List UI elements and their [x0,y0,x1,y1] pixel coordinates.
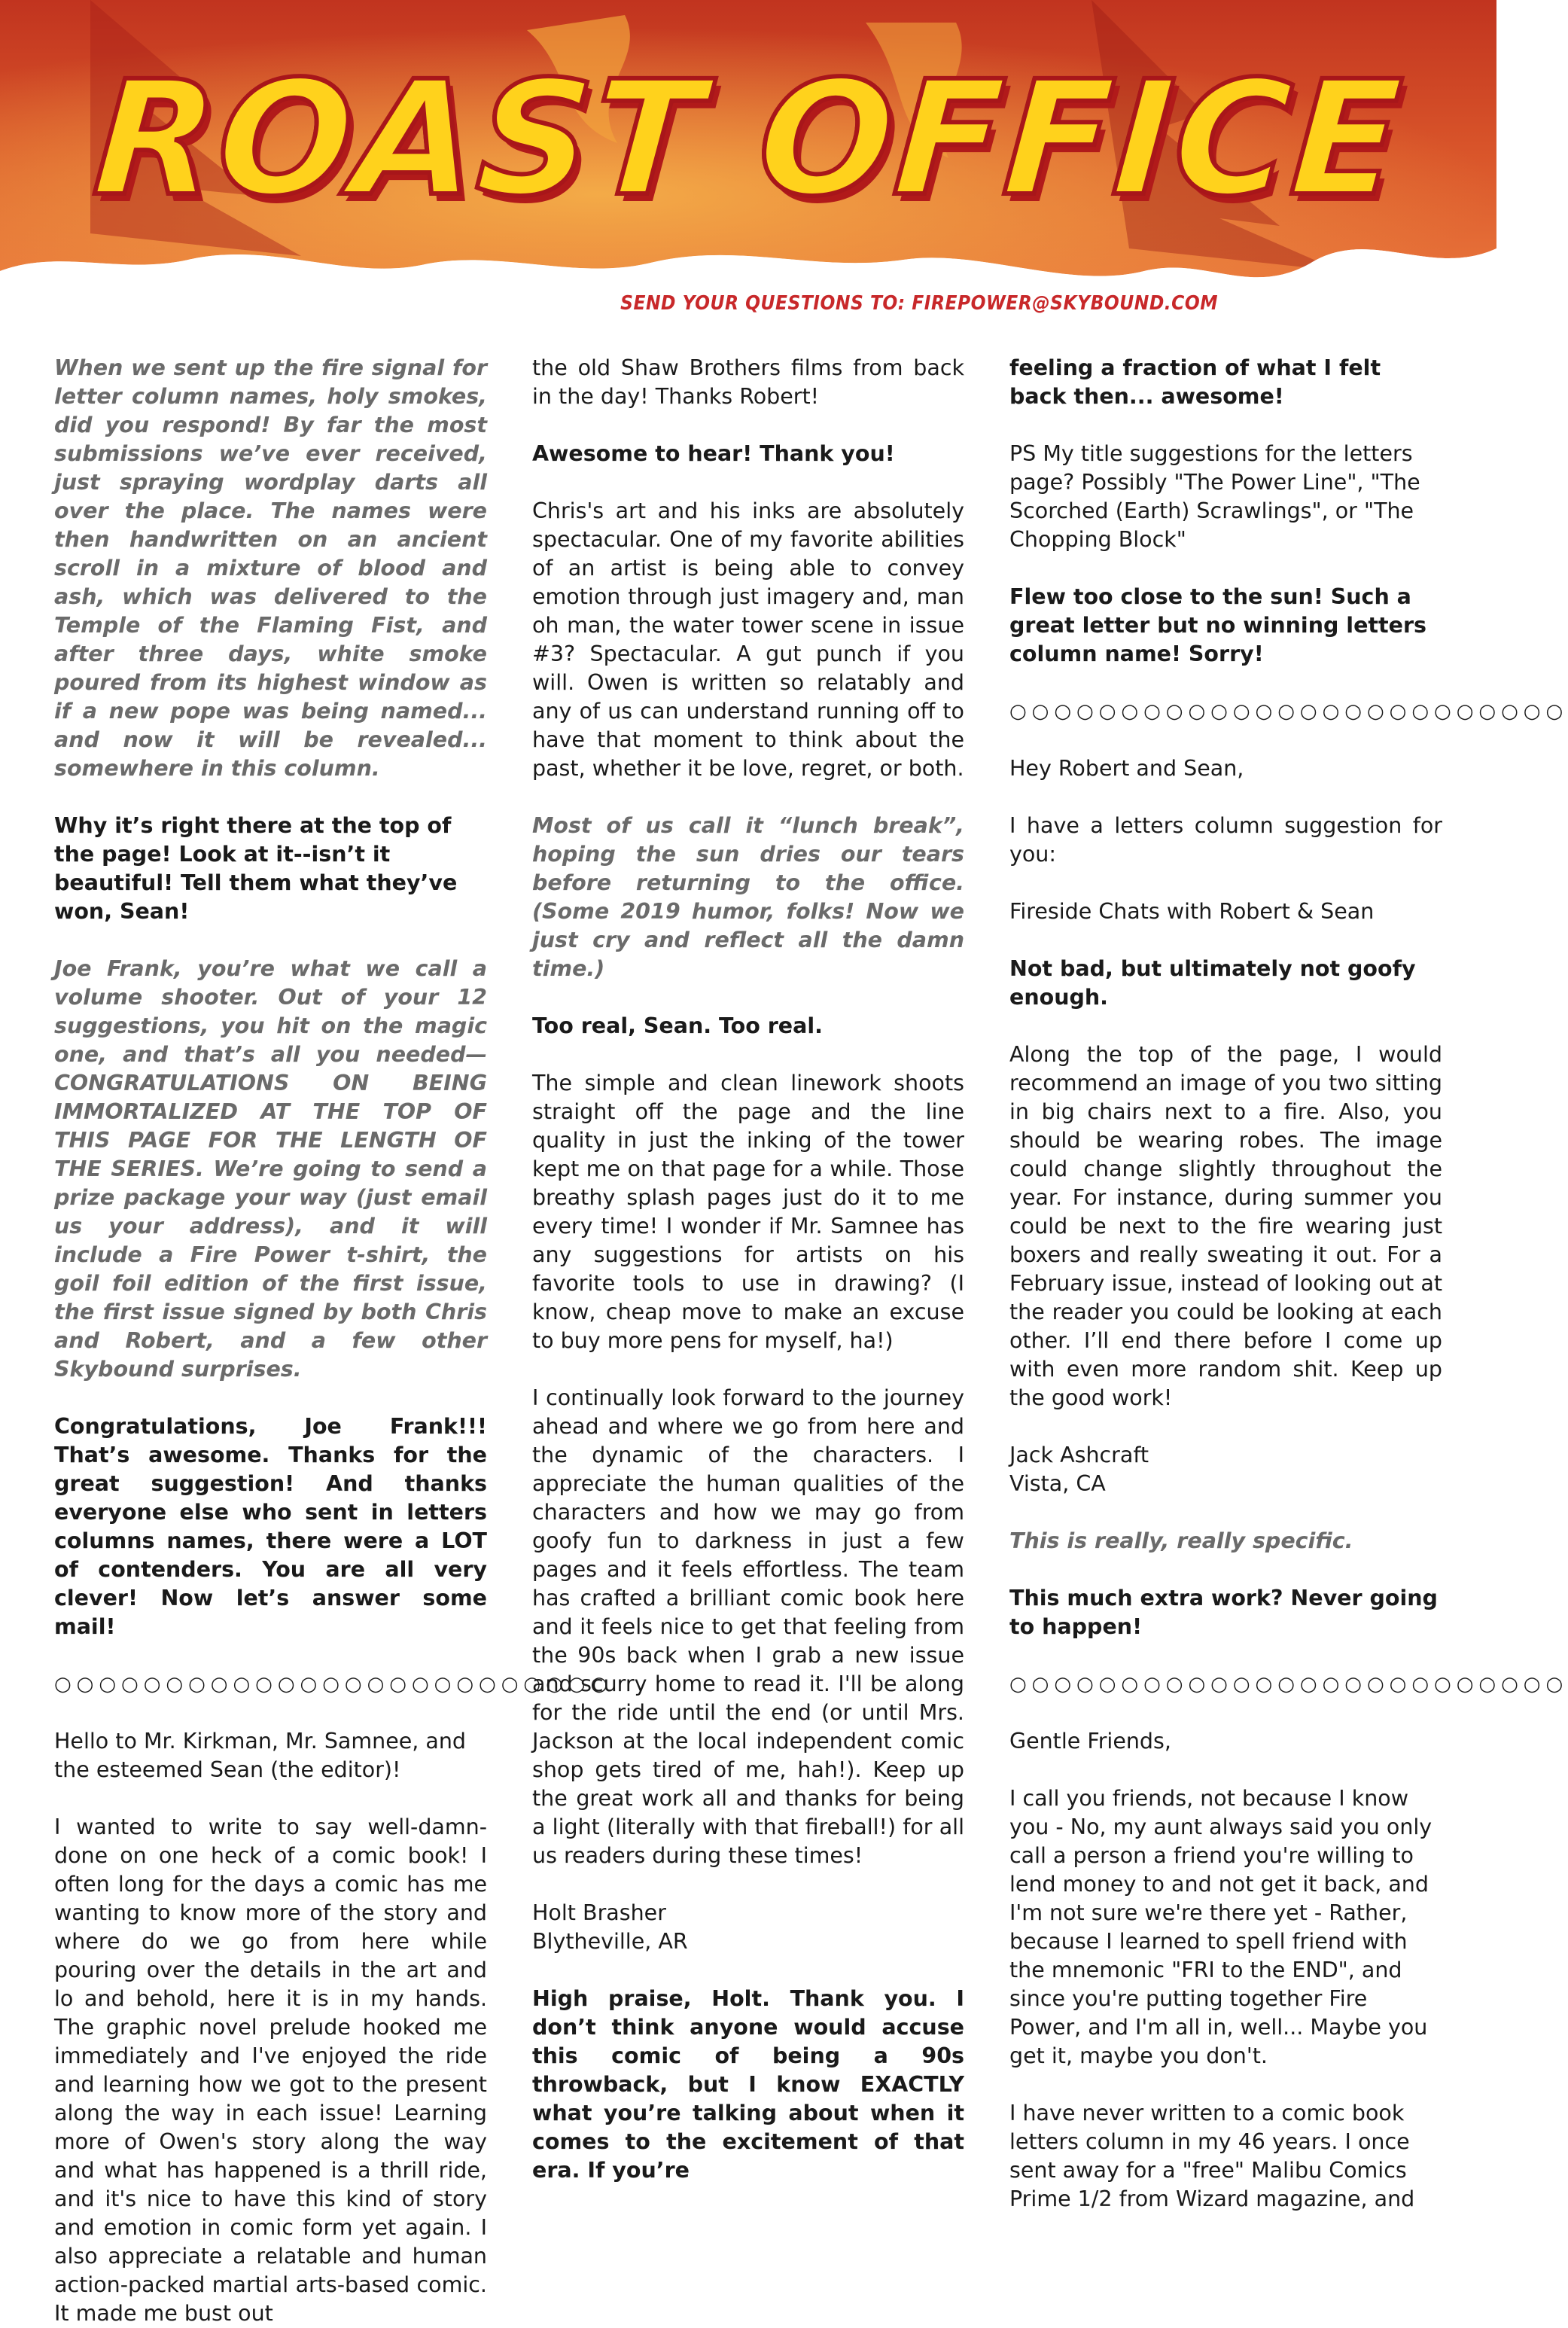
editor-response: Why it’s right there at the top of the page! Look at it--isn’t it beautiful! Tell them what they’ve won, Sean! [54,813,458,924]
letter-paragraph: I have never written to a comic book letters column in my 46 years. I once sent away for a "free" Malibu Comics Prime 1/2 from Wizard magazine, and [1009,2101,1415,2211]
letters-columns [54,354,1568,2326]
letter-paragraph: the old Shaw Brothers films from back in the day! Thanks Robert! [532,355,964,409]
editor-intro: When we sent up the fire signal for letter column names, holy smokes, did you respond! By far the most submissions we’ve ever received, just spraying wordplay darts all over the place. The names were then handwritten on an ancient scroll in a mixture of blood and ash, which was delivered to the Temple of the Flaming Fist, and after three days, white smoke poured from its highest window as if a new pope was being named... and now it will be revealed... somewhere in this column. [54,355,487,781]
letter-paragraph: Chris's art and his inks are absolutely spectacular. One of my favorite abilities of an artist is being able to convey emotion through just imagery and, man oh man, the water tower scene in issue #3? Spectacular. A gut punch if you will. Owen is written so relatably and any of us can understand running off to have that moment to think about the past, whether it be love, regret, or both. [532,498,964,781]
editor-response: This much extra work? Never going to happen! [1009,1586,1438,1639]
editor-response: feeling a fraction of what I felt back then... awesome! [1009,355,1381,409]
letter-paragraph: I have a letters column suggestion for you: [1009,813,1442,867]
letter-paragraph: I continually look forward to the journey ahead and where we go from here and the dynamic of the characters. I appreciate the human qualities of the characters and how we may go from goofy fun to darkness in just a few pages and it feels effortless. The team has crafted a brilliant comic book here and it feels nice to get that feeling from the 90s back when I grab a new issue and scurry home to read it. I'll be along for the ride until the end (or until Mrs. Jackson at the local independent comic shop gets tired of me, hah!). Keep up the great work all and thanks for being a light (literally with that fireball!) for all us readers during these times! [532,1385,964,1868]
editor-aside: Most of us call it “lunch break”, hoping the sun dries our tears before returning to the office. (Some 2019 humor, folks! Now we just cry and reflect all the damn time.) [532,813,964,981]
editor-response: Flew too close to the sun! Such a great letter but no winning letters column name! Sorry! [1009,584,1426,666]
contact-line: SEND YOUR QUESTIONS TO: FIREPOWER@SKYBOUND.COM [620,292,1218,315]
letter-greeting: Hello to Mr. Kirkman, Mr. Samnee, and the esteemed Sean (the editor)! [54,1729,467,1782]
letter-signature-location: Vista, CA [1009,1471,1106,1496]
editor-response: Congratulations, Joe Frank!!! That’s awesome. Thanks for the great suggestion! And thanks everyone else who sent in letters columns names, there were a LOT of contenders. You are all very clever! Now let’s answer some mail! [54,1414,487,1639]
column-title: ROAST OFFICE [88,47,1408,231]
section-separator: ○○○○○○○○○○○○○○○○○○○○○○○○○ [1009,700,1568,723]
editor-response: Awesome to hear! Thank you! [532,441,895,466]
editor-response: Too real, Sean. Too real. [532,1013,823,1038]
editor-response: High praise, Holt. Thank you. I don’t think anyone would accuse this comic of being a 90s throwback, but I know EXACTLY what you’re talking about when it comes to the excitement of that era. If you’re [532,1986,964,2183]
letter-paragraph: I wanted to write to say well-damn-done on one heck of a comic book! I often long for the days a comic has me wanting to know more of the story and where do we go from here while pouring over the details in the art and lo and behold, here it is in my hands. The graphic novel prelude hooked me immediately and I've enjoyed the ride and learning how we got to the present along the way in each issue! Learning more of Owen's story along the way and what has happened is a thrill ride, and it's nice to have this kind of story and emotion in comic form yet again. I also appreciate a relatable and human action-packed martial arts-based comic. It made me bust out [54,1815,487,2326]
letter-greeting: Gentle Friends, [1009,1729,1171,1754]
section-separator: ○○○○○○○○○○○○○○○○○○○○○○○○○ [1009,1673,1568,1696]
letter-paragraph: The simple and clean linework shoots straight off the page and the line quality in just the inking of the tower kept me on that page for a while. Those breathy splash pages just do it to me every time! I wonder if Mr. Samnee has any suggestions for artists on his favorite tools to use in drawing? (I know, cheap move to make an excuse to buy more pens for myself, ha!) [532,1071,964,1353]
letter-postscript: PS My title suggestions for the letters page? Possibly "The Power Line", "The Scorched (Earth) Scrawlings", or "The Chopping Block" [1009,441,1420,552]
letter-greeting: Hey Robert and Sean, [1009,756,1244,781]
letter-signature-name: Holt Brasher [532,1900,666,1925]
editor-aside: This is really, really specific. [1009,1528,1353,1553]
letter-signature-name: Jack Ashcraft [1009,1443,1149,1467]
editor-response: Not bad, but ultimately not goofy enough. [1009,956,1416,1010]
column-3 [1009,354,1568,2281]
letter-paragraph: I call you friends, not because I know you - No, my aunt always said you only call a person a friend you're willing to lend money to and not get it back, and I'm not sure we're there yet - Rather, because I learned to spell friend with the mnemonic "FRI to the END", and since you're putting together Fire Power, and I'm all in, well... Maybe you get it, maybe you don't. [1009,1786,1433,2068]
header-banner [0,0,1496,346]
section-separator: ○○○○○○○○○○○○○○○○○○○○○○○○○ [54,1673,613,1696]
winner-announcement: Joe Frank, you’re what we call a volume shooter. Out of your 12 suggestions, you hit on the magic one, and that’s all you needed— CONGRATULATIONS ON BEING IMMORTALIZED AT THE TOP OF THIS PAGE FOR THE LENGTH OF THE SERIES. We’re going to send a prize package your way (just email us your address), and it will include a Fire Power t-shirt, the goil foil edition of the first issue, the first issue signed by both Chris and Robert, and a few other Skybound surprises. [54,956,487,1382]
letter-suggestion: Fireside Chats with Robert & Sean [1009,899,1375,924]
letter-signature-location: Blytheville, AR [532,1929,688,1954]
letter-paragraph: Along the top of the page, I would recommend an image of you two sitting in big chairs next to a fire. Also, you should be wearing robes. The image could change slightly throughout the year. For instance, during summer you could be next to the fire wearing just boxers and really sweating it out. For a February issue, instead of looking out at the reader you could be looking at each other. I’ll end there before I come up with even more random shit. Keep up the good work! [1009,1042,1442,1410]
column-2 [532,354,964,2281]
